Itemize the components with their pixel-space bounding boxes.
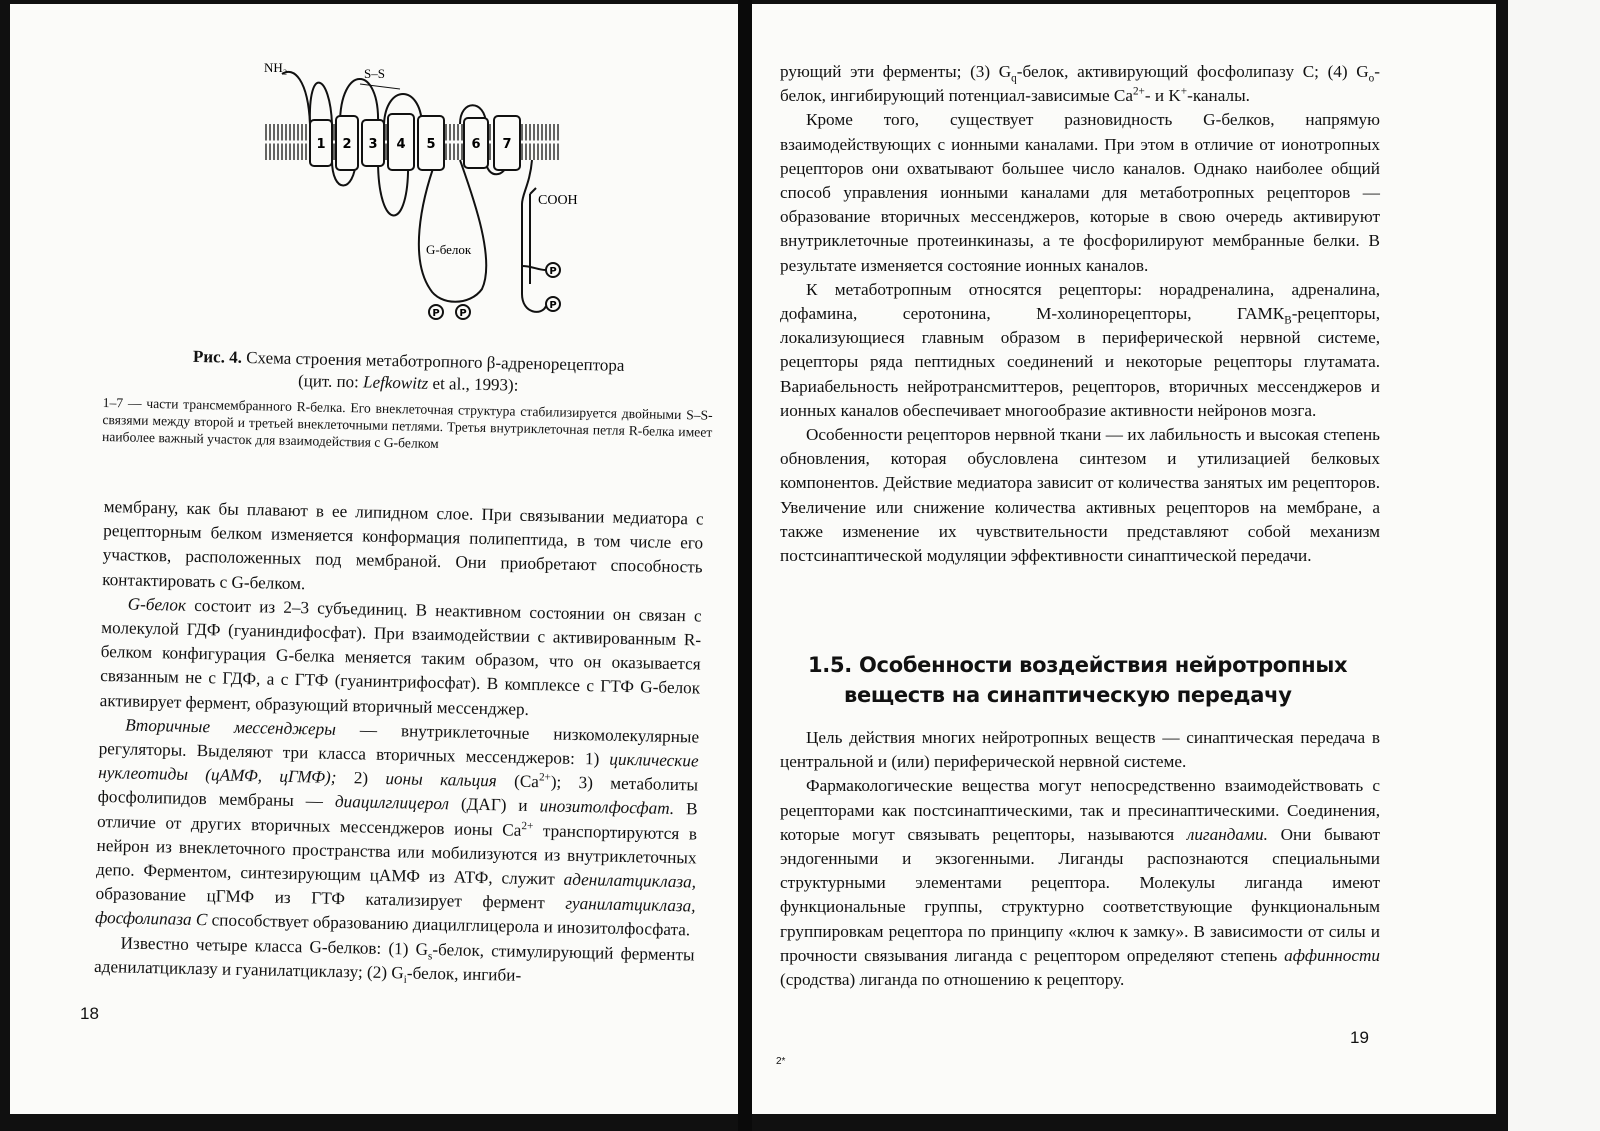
r1-sub-o: o xyxy=(1368,72,1375,85)
left-paragraph-3 xyxy=(95,713,699,943)
r1-sup-k: + xyxy=(1180,85,1188,98)
p3-ital-4: инозитолфосфат. xyxy=(539,796,675,819)
left-body-text xyxy=(94,495,704,992)
ss-bond-label: S–S xyxy=(364,66,385,81)
p3-sup-2: 2+ xyxy=(521,819,534,832)
right-body-text xyxy=(780,60,1380,568)
r1-sub-q: q xyxy=(1011,72,1017,85)
left-paragraph-1: мембрану, как бы плавают в ее липидном слое. При связывании медиатора с рецепторным белком изменяется конформация полипептида, в том числе его участков, расположенных под мембраной. Они приобретают способность контактировать с G-белком. xyxy=(102,496,704,593)
left-page-number: 18 xyxy=(80,1004,99,1023)
segment-label-3: 3 xyxy=(368,137,378,152)
r1-seg-c: -белок, ингибирующий потенциал-зависимые Ca xyxy=(780,62,1380,106)
right-page-number: 19 xyxy=(1350,1028,1369,1047)
r1-seg-a: рующий эти ферменты; (3) G xyxy=(780,62,1012,81)
right-paragraph-2: Кроме того, существует разновидность G-белков, напрямую взаимодействующих с ионными каналами. При этом в отличие от ионотропных рецепторов они охватывают большее число каналов. Однако наиболее общий способ управления ионными каналами для метаботропных рецепторов — образование вторичных мессенджеров, которые в свою очередь активируют внутриклеточные протеинкиназы, а те фосфорилируют мембранные белки. В результате изменяется состояние ионных каналов. xyxy=(780,110,1380,275)
p3-ital-5: аденилатциклаза, xyxy=(563,869,697,892)
r1-sup-ca: 2+ xyxy=(1132,85,1145,98)
signature-mark: 2* xyxy=(776,1056,786,1067)
section-heading-line-1: 1.5. Особенности воздействия нейротропных xyxy=(808,653,1348,677)
phospho-label-3: P xyxy=(549,266,557,277)
r6-seg-b: Они бывают эндогенными и экзогенными. Лиганды распознаются специальными структурными элементами рецептора. Молекулы лиганда имеют функциональные группы, структурно соответствующие функциональным группировкам рецептора по принципу «ключ к замку». В зависимости от силы и прочности связывания лиганда с рецептором определяют степень xyxy=(780,824,1380,965)
right-page xyxy=(752,4,1496,1114)
segment-label-5: 5 xyxy=(426,137,436,152)
right-body-text-2 xyxy=(780,726,1380,992)
caption-cite-pre: (цит. по: xyxy=(297,371,364,392)
p3-ital-6: гуанилатциклаза, фосфолипаза С xyxy=(94,894,696,930)
cooh-label: COOH xyxy=(538,193,578,208)
p3-seg-g: транспортируются в нейрон из внеклеточного пространства или мобилизуются из внутриклеточных депо. Ферментом, синтезирующим цАМФ из АТФ, служит xyxy=(95,820,698,889)
p3-ital-2: ионы кальция xyxy=(385,769,497,791)
figure-caption xyxy=(102,344,714,458)
right-paragraph-5: Цель действия многих нейротропных веществ — синаптическая передача в центральной и (или) периферической нервной системе. xyxy=(780,728,1380,772)
segment-label-6: 6 xyxy=(471,137,481,152)
left-page xyxy=(10,4,738,1114)
segment-label-7: 7 xyxy=(502,137,512,152)
right-paragraph-4: Особенности рецепторов нервной ткани — их лабильность и высокая степень обновления, которая обусловлена синтезом и утилизацией белковых компонентов. Действие медиатора зависит от количества занятых им рецепторов. Увеличение или снижение количества активных рецепторов на мембране, а также изменение их чувствительности представляют собой механизм постсинаптической модуляции эффективности синаптической передачи. xyxy=(780,425,1380,566)
g-protein-label: G-белок xyxy=(426,242,472,257)
term-g-protein: G-белок xyxy=(127,594,187,615)
right-paragraph-3 xyxy=(780,278,1380,423)
book-spine xyxy=(738,0,752,1131)
left-paragraph-2-text: состоит из 2–3 субъединиц. В неактивном состоянии он связан с молекулой ГДФ (гуаниндифосфат). При взаимодействии с активированным R-белком конфигурация G-белка меняется таким образом, что он оказывается связанным не с ГДФ, а с ГТФ (гуанинтрифосфат). В комплексе с ГТФ G-белок активирует фермент, образующий вторичный мессенджер. xyxy=(99,595,702,719)
caption-figure-number: Рис. 4. xyxy=(192,346,243,367)
term-ligands: лигандами. xyxy=(1186,824,1268,844)
p3-seg-b: 2) xyxy=(336,768,386,789)
segment-label-4: 4 xyxy=(396,137,406,152)
r1-seg-b: -белок, активирующий фосфолипазу С; (4) G xyxy=(1016,62,1369,81)
p3-ital-3: диацилглицерол xyxy=(334,792,450,814)
phospho-label-1: P xyxy=(432,308,440,319)
caption-note: 1–7 — части трансмембранного R-белка. Его внеклеточная структура стабилизируется двойными S–S-связями между второй и третьей внеклеточными петлями. Третья внутриклеточная петля R-белка имеет наиболее важный участок для взаимодействия с G-белком xyxy=(101,394,713,452)
p4-sub-i: i xyxy=(403,973,407,986)
r6-seg-a: Фармакологические вещества могут непосредственно взаимодействовать с рецепторами как постсинаптическими, так и пресинаптическими. Соединения, которые могут связывать рецепторы, называются xyxy=(780,776,1380,844)
p3-seg-c: (Ca xyxy=(496,771,540,792)
term-second-messengers: Вторичные мессенджеры xyxy=(124,715,337,739)
right-paragraph-1 xyxy=(780,60,1380,108)
receptor-diagram-svg xyxy=(260,44,600,334)
segment-label-2: 2 xyxy=(342,137,352,152)
r1-seg-e: -каналы. xyxy=(1187,86,1250,106)
p3-seg-h: образование цГМФ из ГТФ катализирует фермент xyxy=(95,884,566,913)
term-affinity: аффинности xyxy=(1284,945,1380,965)
phospho-label-2: P xyxy=(459,308,467,319)
nh2-label: NH₂ xyxy=(264,60,288,75)
r3-sub-b: B xyxy=(1284,314,1292,327)
p3-seg-d: ); 3) метаболиты фосфолипидов мембраны — xyxy=(97,772,699,812)
p3-seg-f: В отличие от других вторичных мессенджеров ионы Ca xyxy=(96,799,698,840)
segment-label-1: 1 xyxy=(316,137,326,152)
p3-ital-1: циклические нуклеотиды (цАМФ, цГМФ); xyxy=(97,749,699,788)
caption-title-text: Схема строения метаботропного β-адренорецептора xyxy=(246,347,625,375)
r1-seg-d: - и K xyxy=(1144,86,1181,106)
left-paragraph-2 xyxy=(99,592,701,726)
p4-seg-c: -белок, ингиби- xyxy=(406,963,522,985)
p4-seg-a: Известно четыре класса G-белков: (1) G xyxy=(120,933,429,959)
caption-cite-author: Lefkowitz xyxy=(362,372,429,393)
r3-seg-a: К метаботропным относятся рецепторы: норадреналина, адреналина, дофамина, серотонина, М-холинорецепторы, ГАМК xyxy=(780,279,1380,324)
phospho-label-4: P xyxy=(549,300,557,311)
p3-seg-j: способствует образованию диацилглицерола и инозитолфосфата. xyxy=(207,910,691,940)
p4-sub-s: s xyxy=(427,949,433,963)
r3-seg-b: -рецепторы, локализующиеся главным образом в периферической нервной системе, рецепторы ряда пептидных соединений и некоторые рецепторы глутамата. Вариабельность нейротрансмиттеров, рецепторов, вторичных мессенджеров и ионных каналов обеспечивает многообразие активности нейронов мозга. xyxy=(780,304,1380,420)
p4-seg-b: -белок, стимулирующий ферменты аденилатциклазу и гуанилатциклазу; (2) G xyxy=(93,939,695,983)
caption-cite-post: et al., 1993): xyxy=(428,373,519,395)
p3-seg-a: — внутриклеточные низкомолекулярные регуляторы. Выделяют три класса вторичных мессенджеров: 1) xyxy=(98,719,700,769)
right-paragraph-6 xyxy=(780,774,1380,992)
section-heading xyxy=(808,650,1368,710)
next-page-edge xyxy=(1508,0,1600,1131)
section-heading-line-2: веществ на синаптическую передачу xyxy=(844,683,1292,707)
r6-seg-c: (сродства) лиганда по отношению к рецептору. xyxy=(780,970,1125,990)
receptor-diagram xyxy=(260,44,600,334)
p3-seg-e: (ДАГ) и xyxy=(448,794,540,816)
caption-title xyxy=(103,344,714,401)
p3-sup-1: 2+ xyxy=(538,771,552,784)
